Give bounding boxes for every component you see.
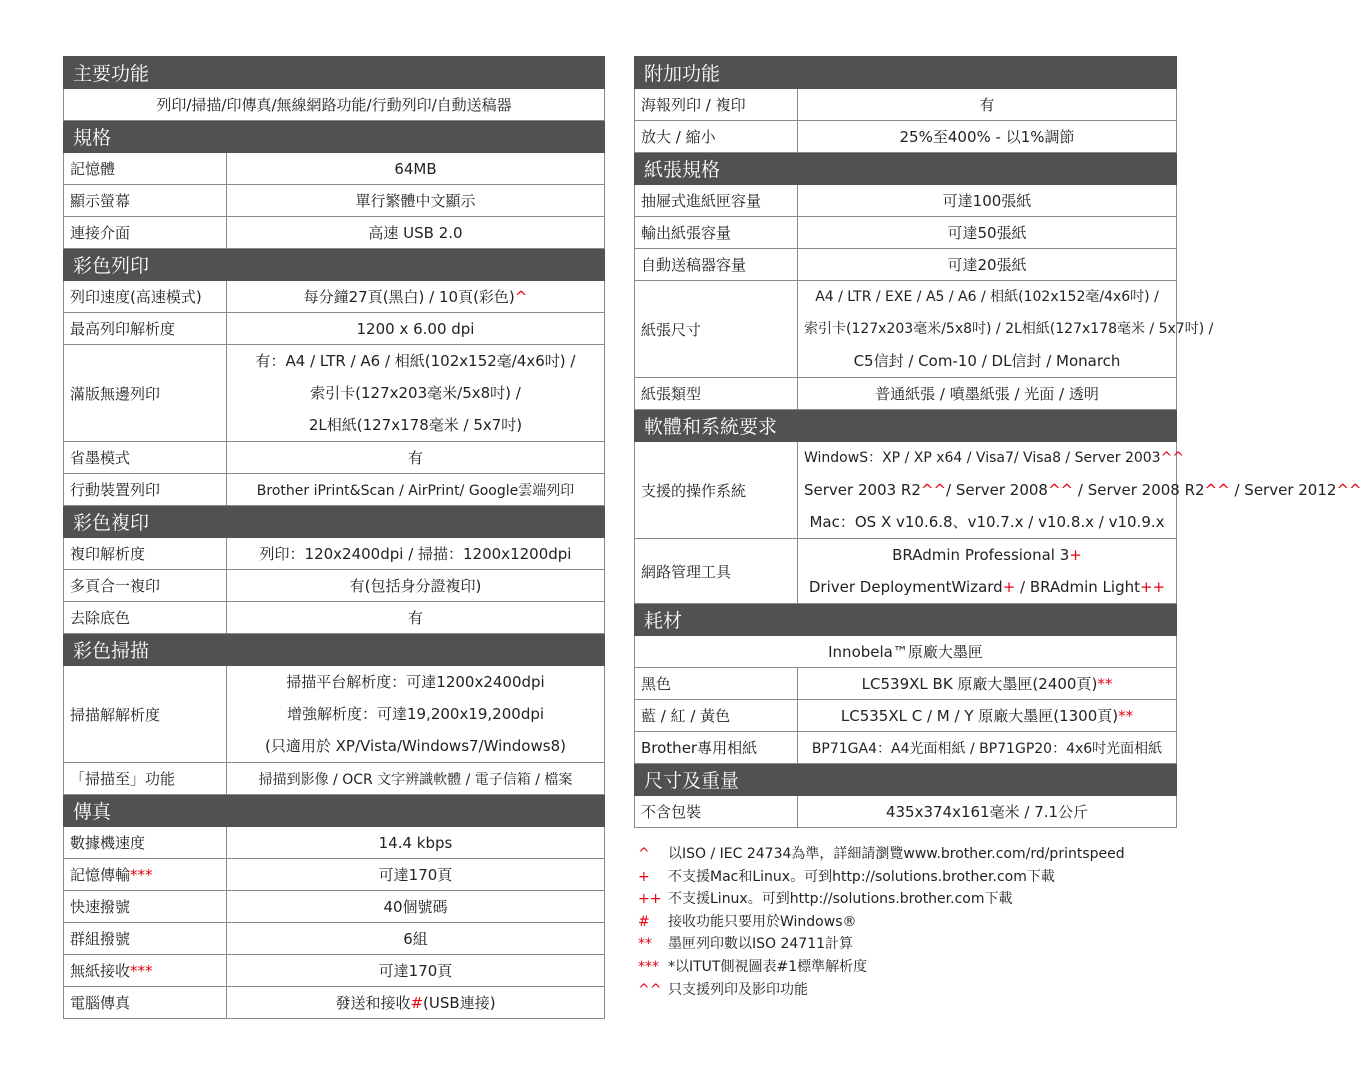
row-label: 輸出紙張容量 [635,217,798,249]
value-line: Mac：OS X v10.6.8、v10.7.x / v10.8.x / v10.9.x [809,513,1165,531]
row-label: 黑色 [635,668,798,700]
footnote-text: 以ISO / IEC 24734為準，詳細請瀏覽www.brother.com/rd/printspeed [668,846,1125,862]
footnote-mark: # [410,994,424,1012]
row-value: Brother iPrint&Scan / AirPrint/ Google雲端列印 [227,474,605,506]
section-header-software: 軟體和系統要求 [635,410,1177,442]
row-label: 顯示螢幕 [64,185,227,217]
row-label [64,955,227,987]
spec-row-pc-fax [64,987,605,1019]
footnote-item [638,866,1178,889]
spec-row-eco [64,442,605,474]
footnote-mark: ++ [1139,578,1166,596]
row-label: 列印速度(高速模式) [64,281,227,313]
spec-row-out-of-paper [64,955,605,987]
footnote-symbol: *** [638,958,659,975]
row-label: 省墨模式 [64,442,227,474]
footnote-symbol: ^ [638,846,650,862]
spec-row-nup [64,570,605,602]
spec-row-mobile [64,474,605,506]
section-header-main-features: 主要功能 [64,57,605,89]
footnote-text: 只支援列印及影印功能 [668,981,808,998]
footnote-symbol: + [638,868,650,885]
section-header-specs: 規格 [64,121,605,153]
footnote-symbol: ** [638,936,652,953]
footnote-mark: ** [1097,675,1113,693]
value-line: 增強解析度：可達19,200x19,200dpi [286,705,545,723]
spec-row-speed-dial [64,891,605,923]
value-line: A4 / LTR / EXE / A5 / A6 / 相紙(102x152毫/4x6吋) / [815,289,1159,305]
row-label: 「掃描至」功能 [64,763,227,795]
footnote-item [638,843,1178,866]
value-line: 有：A4 / LTR / A6 / 相紙(102x152毫/4x6吋) / [255,352,576,370]
row-value [798,281,1214,378]
row-value [798,700,1177,732]
spec-row-print-resolution [64,313,605,345]
spec-row-black-ink [635,668,1177,700]
value-line: 掃描平台解析度：可達1200x2400dpi [286,673,545,691]
footnote-mark: + [1069,546,1082,564]
footnote-mark: ^ [514,288,528,306]
row-value [798,668,1177,700]
row-value: 64MB [227,153,605,185]
mgmt-text: BRAdmin Professional 3 [892,546,1070,564]
row-label: 電腦傳真 [64,987,227,1019]
os-text: WindowS：XP / XP x64 / Visa7/ Visa8 / Server 2003 [804,450,1161,466]
row-value: 可達100張紙 [798,185,1177,217]
row-label: 自動送稿器容量 [635,249,798,281]
row-label: 放大 / 縮小 [635,121,798,153]
row-label: 藍 / 紅 / 黃色 [635,700,798,732]
footnote-item [638,888,1178,911]
supplies-brand: Innobela™原廠大墨匣 [635,636,1177,668]
value-text: 發送和接收 [335,994,411,1012]
spec-row-paper-types [635,378,1177,410]
spec-row-scan-to [64,763,605,795]
footnote-text: 不支援Linux。可到http://solutions.brother.com下載 [668,891,1013,908]
footnote-text: 墨匣列印數以ISO 24711計算 [668,936,854,953]
spec-row-mgmt [635,539,1177,604]
os-text: Server 2003 R2 [804,481,921,499]
footnote-text: 不支援Mac和Linux。可到http://solutions.brother.com下載 [668,868,1055,885]
row-value: 可達20張紙 [798,249,1177,281]
value-line [804,539,1170,571]
row-label: 網路管理工具 [635,539,798,604]
mgmt-text: Driver DeploymentWizard [808,578,1003,596]
spec-row-memory [64,153,605,185]
section-header-color-scan: 彩色掃描 [64,634,605,666]
spec-row-interface [64,217,605,249]
footnote-mark: ^^ [1204,481,1230,499]
row-label: 多頁合一複印 [64,570,227,602]
section-header-paper: 紙張規格 [635,153,1177,185]
spec-row-borderless [64,345,605,442]
spec-row-zoom [635,121,1177,153]
os-text: / Server 2012 [1229,481,1337,499]
row-value: 可達170頁 [227,955,605,987]
row-value [227,987,605,1019]
value-line [804,474,1362,506]
value-text: LC535XL C / M / Y 原廠大墨匣(1300頁) [840,707,1119,725]
value-text: (USB連接) [423,994,496,1012]
row-value: 6組 [227,923,605,955]
value-line: 索引卡(127x203毫米/5x8吋) / [310,384,521,402]
row-value: 單行繁體中文顯示 [227,185,605,217]
row-label: 數據機速度 [64,827,227,859]
section-header-color-print: 彩色列印 [64,249,605,281]
footnote-mark: *** [130,866,153,884]
spec-row-bg-removal [64,602,605,634]
row-label: 去除底色 [64,602,227,634]
spec-row-tray [635,185,1177,217]
footnote-symbol: ++ [638,891,662,908]
row-label: Brother專用相紙 [635,732,798,764]
spec-row-scan-resolution [64,666,605,763]
spec-row-print-speed [64,281,605,313]
footnote-item [638,979,1178,1002]
row-value: 普通紙張 / 噴墨紙張 / 光面 / 透明 [798,378,1177,410]
row-label: 掃描解解析度 [64,666,227,763]
value-line: (只適用於 XP/Vista/Windows7/Windows8) [265,737,566,755]
section-header-supplies: 耗材 [635,604,1177,636]
row-value: 有 [798,89,1177,121]
row-label: 連接介面 [64,217,227,249]
footnote-mark: + [1002,578,1016,596]
footnote-item [638,911,1178,934]
row-value: 可達170頁 [227,859,605,891]
row-value: 可達50張紙 [798,217,1177,249]
row-label: 紙張尺寸 [635,281,798,378]
spec-row-modem [64,827,605,859]
row-label: 記憶體 [64,153,227,185]
row-value: 1200 x 6.00 dpi [227,313,605,345]
footnote-symbol: ^^ [638,981,662,998]
row-value: BP71GA4：A4光面相紙 / BP71GP20：4x6吋光面相紙 [798,732,1177,764]
value-line: C5信封 / Com-10 / DL信封 / Monarch [853,352,1121,370]
spec-row-memory-tx [64,859,605,891]
row-value [227,345,605,442]
spec-row-output [635,217,1177,249]
spec-row-no-pack [635,796,1177,828]
main-features-text: 列印/掃描/印傳真/無線網路功能/行動列印/自動送稿器 [64,89,605,121]
footnote-mark: ** [1118,707,1134,725]
spec-row-paper-sizes [635,281,1177,378]
row-value [227,281,605,313]
row-value [798,442,1362,539]
row-value: 14.4 kbps [227,827,605,859]
row-label: 海報列印 / 複印 [635,89,798,121]
footnote-mark: *** [130,962,153,980]
row-label: 紙張類型 [635,378,798,410]
spec-row-poster [635,89,1177,121]
row-value [798,539,1177,604]
spec-table-right [634,56,1362,828]
section-header-color-copy: 彩色複印 [64,506,605,538]
os-text: / Server 2008 [946,481,1048,499]
footnote-item [638,933,1178,956]
footnote-text: *以ITUT側視圖表#1標準解析度 [668,958,868,975]
value-text: LC539XL BK 原廠大墨匣(2400頁) [861,675,1098,693]
value-line: 索引卡(127x203毫米/5x8吋) / 2L相紙(127x178毫米 / 5x7吋) / [804,321,1214,337]
row-label: 複印解析度 [64,538,227,570]
row-value: 435x374x161毫米 / 7.1公斤 [798,796,1177,828]
row-value: 掃描到影像 / OCR 文字辨識軟體 / 電子信箱 / 檔案 [227,763,605,795]
spec-row-os [635,442,1177,539]
row-value: 列印：120x2400dpi / 掃描：1200x1200dpi [227,538,605,570]
footnote-item [638,956,1178,979]
row-label: 群組撥號 [64,923,227,955]
spec-row-copy-resolution [64,538,605,570]
footnotes [638,843,1178,1001]
row-label: 滿版無邊列印 [64,345,227,442]
row-label: 抽屜式進紙匣容量 [635,185,798,217]
os-text: / Server 2008 R2 [1073,481,1205,499]
row-label: 最高列印解析度 [64,313,227,345]
footnote-mark: ^^ [1160,450,1185,466]
footnote-text: 接收功能只要用於Windows® [668,913,857,930]
value-text: 每分鐘27頁(黑白) / 10頁(彩色) [303,288,515,306]
value-line: 2L相紙(127x178毫米 / 5x7吋) [308,416,523,434]
footnote-mark: ^^ [920,481,947,499]
footnote-mark: ^^ [1336,481,1362,499]
spec-row-photo-paper [635,732,1177,764]
spec-row-adf [635,249,1177,281]
footnote-symbol: # [638,913,650,930]
mgmt-text: / BRAdmin Light [1015,578,1140,596]
label-text: 記憶傳輸 [70,866,131,884]
section-header-additional: 附加功能 [635,57,1177,89]
row-label [64,859,227,891]
value-line [804,442,1185,474]
row-label: 不含包裝 [635,796,798,828]
section-header-dimensions: 尺寸及重量 [635,764,1177,796]
row-value: 高速 USB 2.0 [227,217,605,249]
row-value: 有 [227,442,605,474]
value-line [804,571,1170,603]
row-label: 行動裝置列印 [64,474,227,506]
row-value: 40個號碼 [227,891,605,923]
row-label: 支援的操作系統 [635,442,798,539]
row-label: 快速撥號 [64,891,227,923]
row-value: 有(包括身分證複印) [227,570,605,602]
spec-row-color-ink [635,700,1177,732]
footnote-mark: ^^ [1047,481,1074,499]
spec-table-left [63,56,605,1019]
spec-row-group-dial [64,923,605,955]
row-value: 有 [227,602,605,634]
label-text: 無紙接收 [70,962,131,980]
section-header-fax: 傳真 [64,795,605,827]
row-value: 25%至400% - 以1%調節 [798,121,1177,153]
spec-row-display [64,185,605,217]
row-value [227,666,605,763]
